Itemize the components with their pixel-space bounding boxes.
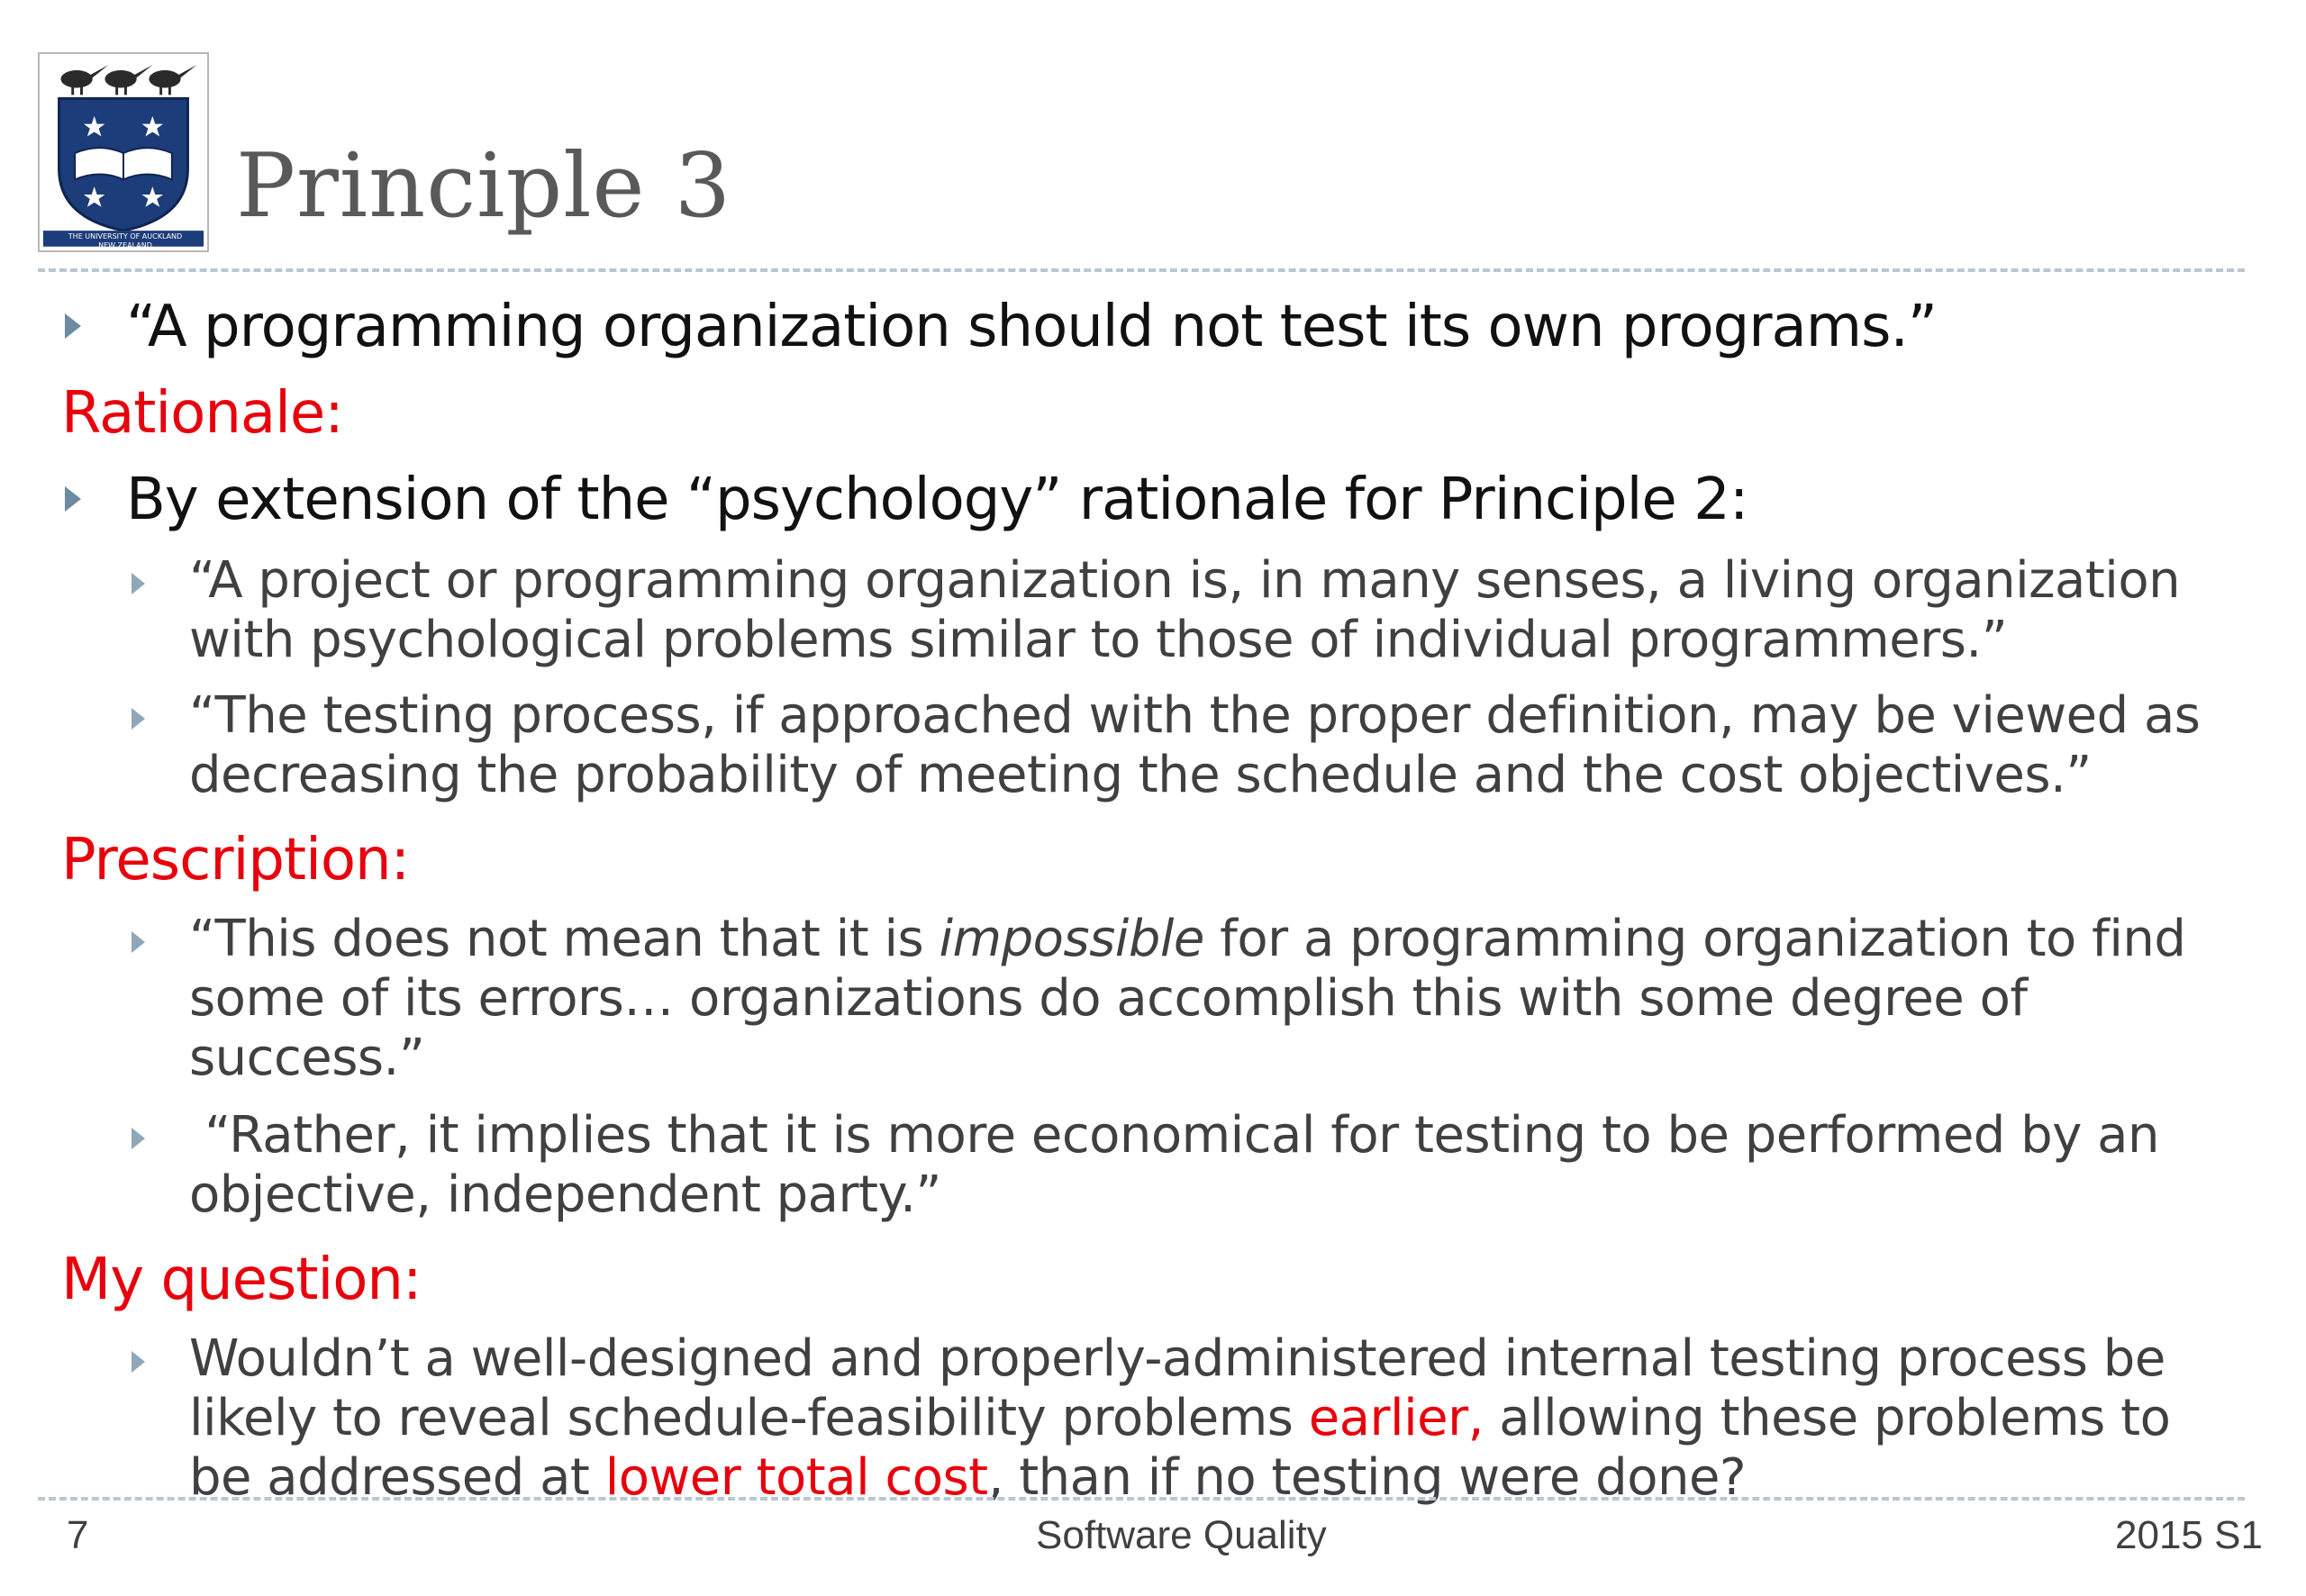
question-heading: My question: — [61, 1247, 422, 1313]
rationale-sub1 — [189, 551, 2180, 670]
rationale-sub2-line1: “The testing process, if approached with the proper definition, may be viewed as — [189, 686, 2201, 745]
slide-title: Principle 3 — [236, 135, 732, 238]
footer-term: 2015 S1 — [2115, 1513, 2263, 1557]
question-line1: Wouldn’t a well-designed and properly-administered internal testing process be — [189, 1329, 2165, 1388]
prescription-sub1-line2: some of its errors… organizations do accomplish this with some degree of — [189, 969, 2028, 1028]
rationale-sub1-line2: with psychological problems similar to those of individual programmers.” — [189, 611, 2008, 669]
prescription-sub1-emphasis: impossible — [939, 910, 1204, 968]
triangle-right-icon — [132, 573, 145, 594]
question-body — [189, 1329, 2170, 1508]
triangle-right-icon — [65, 486, 81, 512]
rationale-sub2 — [189, 686, 2200, 805]
triangle-right-icon — [132, 708, 145, 730]
prescription-sub1-line1-end: for a programming organization to find — [1203, 910, 2186, 968]
university-crest-logo — [38, 52, 209, 252]
question-highlight-lower-cost: lower total cost — [604, 1448, 988, 1507]
triangle-right-icon — [132, 1128, 145, 1149]
title-divider — [38, 268, 2245, 272]
rationale-bullet: By extension of the “psychology” rationale for Principle 2: — [126, 467, 1748, 533]
triangle-right-icon — [132, 931, 145, 953]
prescription-sub1-line3: success.” — [189, 1029, 425, 1087]
rationale-heading: Rationale: — [61, 380, 343, 447]
crest-text — [43, 232, 207, 250]
footer-divider — [38, 1497, 2245, 1501]
footer-course: Software Quality — [1036, 1513, 1327, 1557]
question-line2-end: allowing these problems to — [1483, 1389, 2171, 1447]
triangle-right-icon — [65, 313, 81, 339]
question-line3-end: , than if no testing were done? — [987, 1448, 1747, 1507]
rationale-sub2-line2: decreasing the probability of meeting the schedule and the cost objectives.” — [189, 746, 2092, 804]
rationale-sub1-line1: “A project or programming organization is, in many senses, a living organization — [189, 551, 2181, 610]
prescription-heading: Prescription: — [61, 827, 410, 893]
question-highlight-earlier: earlier, — [1308, 1389, 1484, 1447]
triangle-right-icon — [132, 1351, 145, 1373]
prescription-sub1-line1-start: “This does not mean that it is — [189, 910, 940, 968]
prescription-sub2-line2: objective, independent party.” — [189, 1165, 941, 1224]
question-line3-start: be addressed at — [189, 1448, 605, 1507]
crest-text-line1: THE UNIVERSITY OF AUCKLAND — [68, 232, 183, 240]
question-line2-start: likely to reveal schedule-feasibility problems — [189, 1389, 1309, 1447]
footer-page-number: 7 — [67, 1513, 89, 1557]
principle-quote: “A programming organization should not test its own programs.” — [126, 294, 1937, 360]
prescription-sub1 — [189, 910, 2185, 1088]
prescription-sub2-line1: “Rather, it implies that it is more economical for testing to be performed by an — [189, 1106, 2159, 1165]
prescription-sub2 — [189, 1106, 2159, 1225]
crest-text-line2: NEW ZEALAND — [98, 241, 152, 249]
